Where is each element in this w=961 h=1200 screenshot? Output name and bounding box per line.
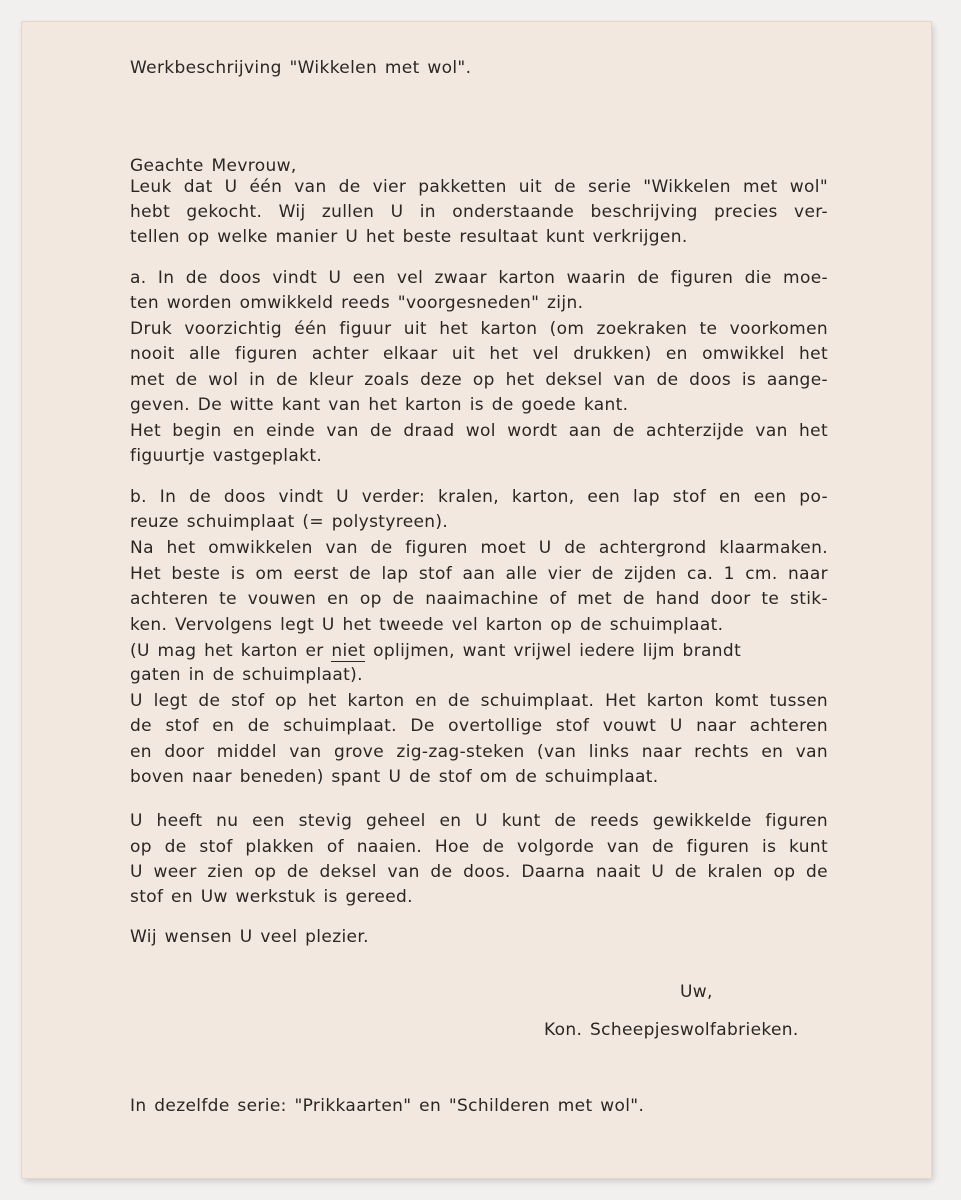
section-a-line: figuurtje vastgeplakt.: [130, 446, 323, 466]
section-b-line: Na het omwikkelen van de figuren moet U de achtergrond klaarmaken.: [130, 538, 828, 558]
section-a-line: nooit alle figuren achter elkaar uit het vel drukken) en omwikkel het: [130, 344, 828, 364]
underlined-word: niet: [331, 641, 366, 661]
section-b-line: U legt de stof op het karton en de schuimplaat. Het karton komt tussen: [130, 691, 828, 711]
section-a-line: Het begin en einde van de draad wol wordt aan de achterzijde van het: [130, 421, 828, 441]
document-title: Werkbeschrijving "Wikkelen met wol".: [130, 58, 472, 78]
salutation: Geachte Mevrouw,: [130, 156, 297, 176]
section-b-line: ken. Vervolgens legt U het tweede vel karton op de schuimplaat.: [130, 615, 724, 635]
section-b-line-end: oplijmen, want vrijwel iedere lijm brandt: [365, 641, 742, 661]
section-c-line: op de stof plakken of naaien. Hoe de volgorde van de figuren is kunt: [130, 837, 828, 857]
section-b-line: b. In de doos vindt U verder: kralen, karton, een lap stof en een po-: [130, 487, 828, 507]
section-b-line: de stof en de schuimplaat. De overtollige stof vouwt U naar achteren: [130, 716, 828, 736]
section-b-line: Het beste is om eerst de lap stof aan alle vier de zijden ca. 1 cm. naar: [130, 564, 828, 584]
section-c-line: U weer zien op de deksel van de doos. Daarna naait U de kralen op de: [130, 862, 828, 882]
intro-line: Leuk dat U één van de vier pakketten uit de serie "Wikkelen met wol": [130, 177, 828, 197]
intro-line: hebt gekocht. Wij zullen U in onderstaande beschrijving precies ver-: [130, 202, 828, 222]
section-c-line: U heeft nu een stevig geheel en U kunt de reeds gewikkelde figuren: [130, 811, 828, 831]
section-b-line: boven naar beneden) spant U de stof om de schuimplaat.: [130, 767, 659, 787]
section-b-line: gaten in de schuimplaat).: [130, 665, 363, 685]
section-b-line: reuze schuimplaat (= polystyreen).: [130, 512, 449, 532]
section-b-line: en door middel van grove zig-zag-steken (van links naar rechts en van: [130, 742, 828, 762]
section-a-line: met de wol in de kleur zoals deze op het deksel van de doos is aange-: [130, 370, 828, 390]
section-a-line: Druk voorzichtig één figuur uit het karton (om zoekraken te voorkomen: [130, 319, 828, 339]
signature: Kon. Scheepjeswolfabrieken.: [544, 1020, 799, 1040]
section-a-line: a. In de doos vindt U een vel zwaar karton waarin de figuren die moe-: [130, 268, 828, 288]
section-a-line: geven. De witte kant van het karton is de goede kant.: [130, 395, 629, 415]
document-sheet: [22, 22, 931, 1178]
section-a-line: ten worden omwikkeld reeds "voorgesneden" zijn.: [130, 293, 584, 313]
closing-wish: Wij wensen U veel plezier.: [130, 927, 369, 947]
intro-line: tellen op welke manier U het beste resultaat kunt verkrijgen.: [130, 227, 688, 247]
section-b-line: [130, 638, 741, 664]
series-note: In dezelfde serie: "Prikkaarten" en "Schilderen met wol".: [130, 1096, 645, 1116]
section-b-line-start: (U mag het karton er: [130, 641, 332, 661]
section-b-line: achteren te vouwen en op de naaimachine of met de hand door te stik-: [130, 589, 828, 609]
closing: Uw,: [680, 982, 713, 1002]
section-c-line: stof en Uw werkstuk is gereed.: [130, 887, 413, 907]
